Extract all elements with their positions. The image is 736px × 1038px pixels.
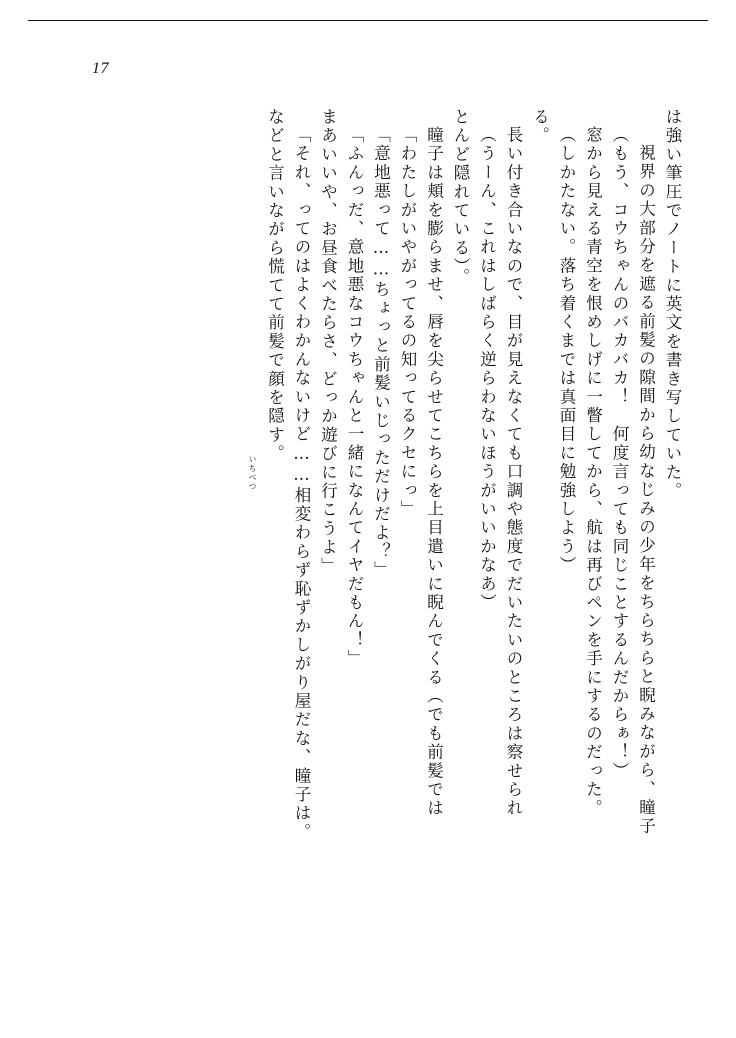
- text-column: 窓から見える青空を恨めしげに一瞥してから、航は再びペンを手にするのだった。: [583, 126, 603, 818]
- text-column: 視界の大部分を遮る前髪の隙間から幼なじみの少年をちらちらと睨みながら、瞳子: [636, 144, 656, 836]
- text-column: などと言いながら慌てて前髪で顔を隠す。: [265, 108, 285, 464]
- text-column: 長い付き合いなので、目が見えなくても口調や態度でだいたいのところは察せられ: [504, 126, 523, 818]
- ruby-annotation-ichibetsu: いちべつ: [248, 455, 257, 491]
- text-column: まあいいや、お昼食べたらさ、どっか遊びに行こうよ」: [318, 108, 338, 576]
- text-column: は強い筆圧でノートに英文を書き写していた。: [663, 108, 682, 501]
- text-column: （しかたない。落ち着くまでは真面目に勉強しよう）: [557, 126, 576, 575]
- text-column: 「意地悪って……ちょっと前髪いじっただけだよ？」: [371, 126, 391, 580]
- vertical-text-block: [256, 108, 680, 988]
- text-column: とんど隠れている）。: [451, 108, 470, 287]
- text-column: 「わたしがいやがってるの知ってるクセにっ」: [398, 126, 417, 519]
- text-column: 「ふんっだ、意地悪なコウちゃんと一緒になんてイヤだもん！」: [345, 126, 364, 669]
- text-column: る。: [530, 108, 550, 146]
- page-number: 17: [92, 60, 109, 77]
- text-column: （うーん、これはしばらく逆らわないほうがいいかなあ）: [477, 126, 497, 613]
- text-column: 瞳子は頬を膨らませ、唇を尖らせてこちらを上目遣いに睨んでくる（でも前髪では: [424, 126, 444, 818]
- page-top-rule: [28, 20, 708, 21]
- text-column: （もう、コウちゃんのバカバカ！ 何度言っても同じことするんだからぁ！）: [610, 126, 629, 781]
- text-column: 「それ、ってのはよくわかんないけど……相変わらず恥ずかしがり屋だな、瞳子は。: [292, 126, 311, 842]
